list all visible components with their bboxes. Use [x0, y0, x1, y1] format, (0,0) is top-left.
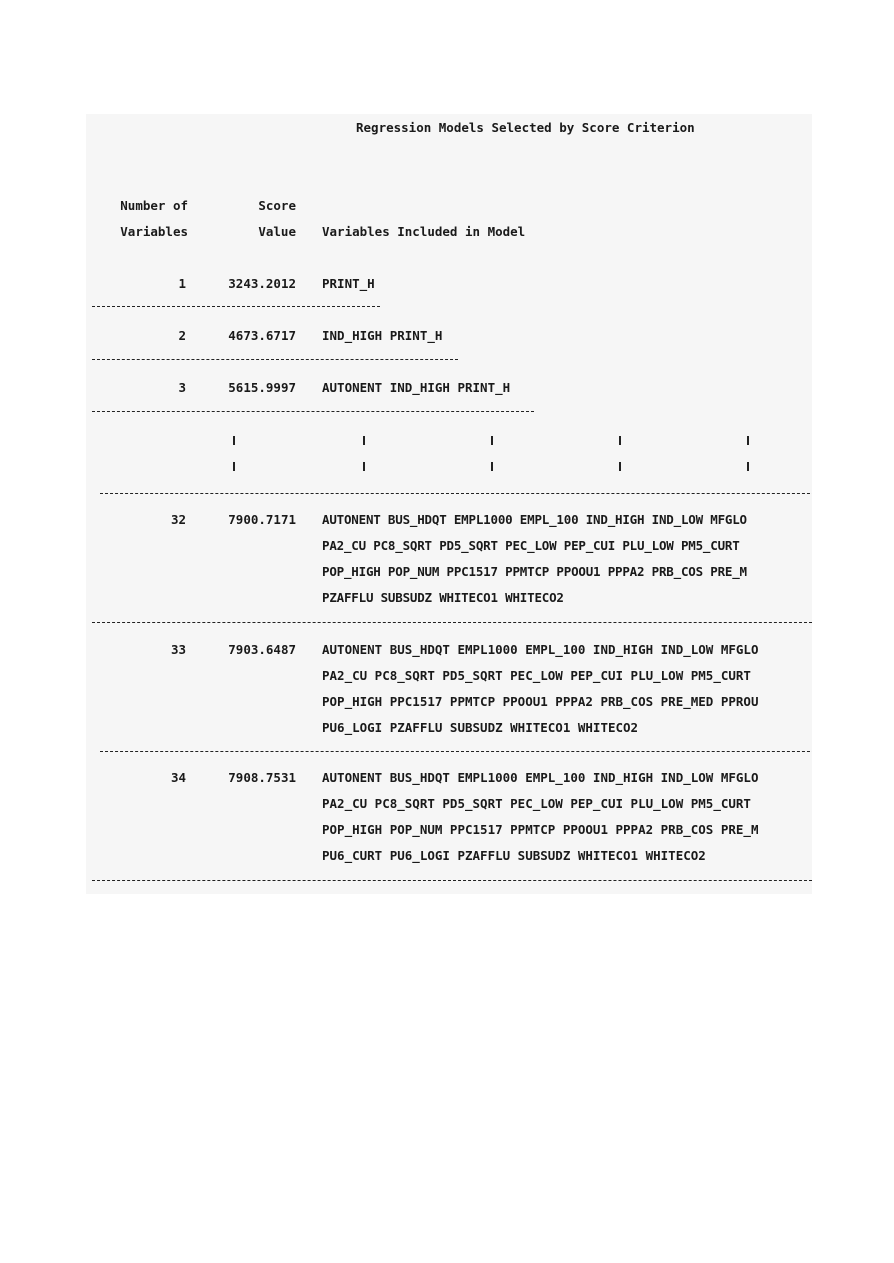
model-score: 7903.6487 — [228, 642, 296, 657]
continuation-mark — [619, 462, 621, 471]
report-page — [86, 114, 812, 894]
model-count: 3 — [178, 380, 186, 395]
model-variables-line: PA2_CU PC8_SQRT PD5_SQRT PEC_LOW PEP_CUI PLU_LOW PM5_CURT — [322, 668, 751, 683]
model-variables-line: PA2_CU PC8_SQRT PD5_SQRT PEC_LOW PEP_CUI PLU_LOW PM5_CURT — [322, 796, 751, 811]
header-variables-count: Variables — [120, 224, 188, 239]
model-score: 7900.7171 — [228, 512, 296, 527]
header-variables-included: Variables Included in Model — [322, 224, 526, 239]
continuation-mark — [233, 436, 235, 445]
row-divider — [92, 306, 380, 307]
model-count: 2 — [178, 328, 186, 343]
model-score: 3243.2012 — [228, 276, 296, 291]
model-variables-line: POP_HIGH POP_NUM PPC1517 PPMTCP PPOOU1 PPPA2 PRB_COS PRE_M — [322, 822, 759, 837]
row-divider — [100, 751, 812, 752]
model-score: 4673.6717 — [228, 328, 296, 343]
model-variables-line: POP_HIGH POP_NUM PPC1517 PPMTCP PPOOU1 PPPA2 PRB_COS PRE_M — [322, 564, 747, 579]
model-variables: AUTONENT IND_HIGH PRINT_H — [322, 380, 511, 395]
continuation-mark — [363, 462, 365, 471]
model-variables-line: PA2_CU PC8_SQRT PD5_SQRT PEC_LOW PEP_CUI PLU_LOW PM5_CURT — [322, 538, 740, 553]
model-variables: IND_HIGH PRINT_H — [322, 328, 443, 343]
model-variables: PRINT_H — [322, 276, 375, 291]
model-count: 32 — [170, 512, 186, 527]
continuation-mark — [233, 462, 235, 471]
continuation-mark — [619, 436, 621, 445]
header-number-of: Number of — [120, 198, 188, 213]
model-variables-line: POP_HIGH PPC1517 PPMTCP PPOOU1 PPPA2 PRB_COS PRE_MED PPROU — [322, 694, 759, 709]
model-variables-line: PU6_LOGI PZAFFLU SUBSUDZ WHITECO1 WHITECO2 — [322, 720, 639, 735]
row-divider — [92, 411, 534, 412]
model-count: 34 — [170, 770, 186, 785]
row-divider — [100, 493, 812, 494]
row-divider — [92, 880, 812, 881]
model-variables-line: PU6_CURT PU6_LOGI PZAFFLU SUBSUDZ WHITECO1 WHITECO2 — [322, 848, 706, 863]
report-title: Regression Models Selected by Score Criterion — [356, 120, 695, 135]
continuation-mark — [747, 462, 749, 471]
continuation-mark — [491, 462, 493, 471]
model-score: 5615.9997 — [228, 380, 296, 395]
model-variables-line: AUTONENT BUS_HDQT EMPL1000 EMPL_100 IND_HIGH IND_LOW MFGLO — [322, 512, 747, 527]
model-variables-line: AUTONENT BUS_HDQT EMPL1000 EMPL_100 IND_HIGH IND_LOW MFGLO — [322, 642, 759, 657]
continuation-mark — [747, 436, 749, 445]
row-divider — [92, 359, 458, 360]
row-divider — [92, 622, 812, 623]
continuation-mark — [363, 436, 365, 445]
model-count: 1 — [178, 276, 186, 291]
model-count: 33 — [170, 642, 186, 657]
model-variables-line: AUTONENT BUS_HDQT EMPL1000 EMPL_100 IND_HIGH IND_LOW MFGLO — [322, 770, 759, 785]
header-value: Value — [258, 224, 296, 239]
header-score: Score — [258, 198, 296, 213]
model-variables-line: PZAFFLU SUBSUDZ WHITECO1 WHITECO2 — [322, 590, 564, 605]
model-score: 7908.7531 — [228, 770, 296, 785]
continuation-mark — [491, 436, 493, 445]
